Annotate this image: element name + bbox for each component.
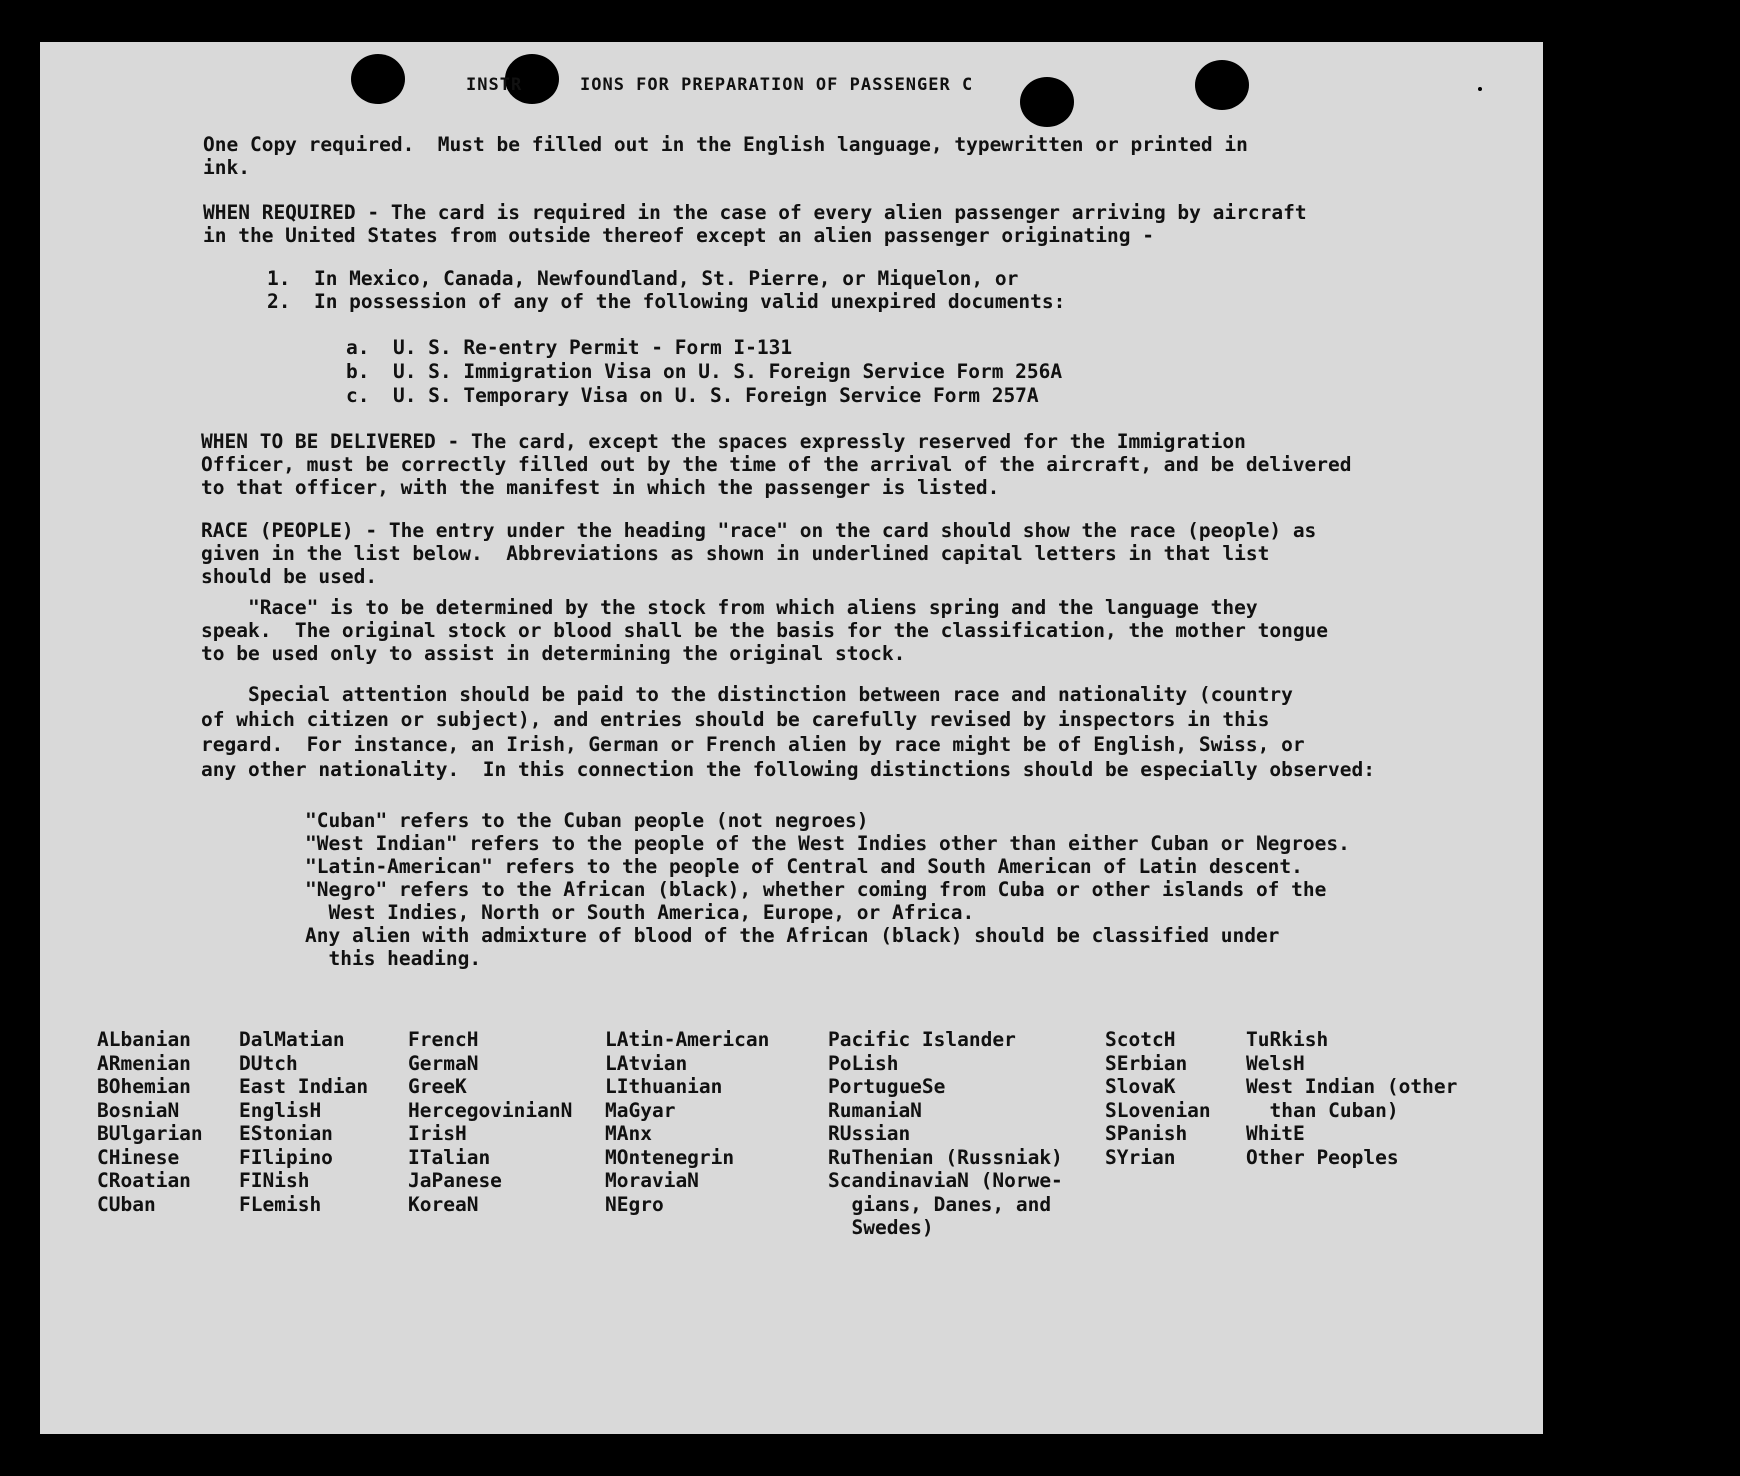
race-entry: LIthuanian	[605, 1075, 723, 1098]
race-entry: ALbanian	[97, 1028, 191, 1051]
race-entry: DalMatian	[239, 1028, 345, 1051]
race-column-2	[239, 1028, 368, 1216]
race-entry: than Cuban)	[1246, 1098, 1399, 1122]
paper-speck	[1478, 87, 1482, 91]
race-entry: HercegovinianN	[408, 1098, 573, 1122]
race-entry: KoreaN	[408, 1192, 479, 1216]
race-column-7	[1246, 1028, 1457, 1169]
race-entry: TuRkish	[1246, 1028, 1329, 1051]
race-entry: MAnx	[605, 1122, 652, 1145]
race-entry: FrencH	[408, 1028, 479, 1051]
page-title-left: INSTR	[466, 75, 523, 95]
race-entry: WhitE	[1246, 1122, 1305, 1145]
when-delivered-paragraph: WHEN TO BE DELIVERED - The card, except the spaces expressly reserved for the Immigration Officer, must be correctly filled out by the time of the arrival of the aircraft, and be delivered to that officer, with the manifest in which the passenger is listed.	[201, 430, 1352, 499]
race-entry: PortugueSe	[828, 1075, 946, 1098]
document-page	[40, 42, 1543, 1434]
race-entry: BOhemian	[97, 1075, 191, 1098]
race-entry: MoraviaN	[605, 1169, 699, 1192]
when-required-paragraph: WHEN REQUIRED - The card is required in the case of every alien passenger arriving by aircraft in the United States from outside thereof except an alien passenger originating -	[203, 201, 1307, 247]
race-entry: CHinese	[97, 1145, 180, 1169]
intro-paragraph: One Copy required. Must be filled out in the English language, typewritten or printed in ink.	[203, 133, 1248, 179]
race-entry: RuThenian (Russniak)	[828, 1145, 1063, 1169]
special-attention-paragraph: Special attention should be paid to the distinction between race and nationality (country of which citizen or subject), and entries should be carefully revised by inspectors in this regard. For instance, an Irish, German or French alien by race might be of English, Swiss, or any other nationality. In this connection the following distinctions should be especially observed:	[201, 683, 1375, 781]
race-entry: NEgro	[605, 1192, 664, 1216]
race-column-1	[97, 1028, 203, 1216]
punch-hole	[1020, 77, 1074, 127]
race-entry: GermaN	[408, 1051, 479, 1075]
race-people-paragraph: RACE (PEOPLE) - The entry under the heading "race" on the card should show the race (people) as given in the list below. Abbreviations as shown in underlined capital letters in that list should be used.	[201, 519, 1317, 588]
race-entry: EStonian	[239, 1122, 333, 1145]
race-entry: East Indian	[239, 1075, 369, 1098]
race-entry: MaGyar	[605, 1098, 676, 1122]
race-entry: JaPanese	[408, 1169, 502, 1192]
race-entry: Other Peoples	[1246, 1145, 1399, 1169]
race-entry: BosniaN	[97, 1098, 180, 1122]
race-entry: ScandinaviaN (Norwe-	[828, 1169, 1063, 1192]
punch-hole	[1195, 60, 1249, 110]
race-entry: EnglisH	[239, 1098, 322, 1122]
race-entry: LAtvian	[605, 1051, 688, 1075]
documents-list: a. U. S. Re-entry Permit - Form I-131 b. U. S. Immigration Visa on U. S. Foreign Service Form 256A c. U. S. Temporary Visa on U. S. Foreign Service Form 257A	[346, 336, 1063, 407]
race-entry: CRoatian	[97, 1169, 191, 1192]
race-entry: SYrian	[1105, 1145, 1176, 1169]
race-entry: ITalian	[408, 1145, 491, 1169]
race-entry: GreeK	[408, 1075, 467, 1098]
race-entry: PoLish	[828, 1051, 899, 1075]
race-entry: RumaniaN	[828, 1098, 922, 1122]
race-entry: RUssian	[828, 1122, 911, 1145]
race-entry: FIlipino	[239, 1145, 333, 1169]
race-determined-paragraph: "Race" is to be determined by the stock from which aliens spring and the language they speak. The original stock or blood shall be the basis for the classification, the mother tongue to be used only to assist in determining the original stock.	[201, 596, 1329, 665]
race-entry: SlovaK	[1105, 1075, 1176, 1098]
race-entry: FLemish	[239, 1192, 322, 1216]
distinctions-list: "Cuban" refers to the Cuban people (not negroes) "West Indian" refers to the people of the West Indies other than either Cuban or Negroes. "Latin-American" refers to the people of Central and South American of Latin descent. "Negro" refers to the African (black), whether coming from Cuba or other islands of the West Indies, North or South America, Europe, or Africa. Any alien with admixture of blood of the African (black) should be classified under this heading.	[305, 809, 1350, 970]
race-entry: Pacific Islander	[828, 1028, 1016, 1051]
race-entry: CUban	[97, 1192, 156, 1216]
race-entry: LAtin-American	[605, 1028, 770, 1051]
race-column-5	[828, 1028, 1063, 1240]
race-entry: SErbian	[1105, 1051, 1188, 1075]
race-entry: West Indian (other	[1246, 1075, 1458, 1098]
conditions-list: 1. In Mexico, Canada, Newfoundland, St. Pierre, or Miquelon, or 2. In possession of any of the following valid unexpired documents:	[267, 267, 1066, 313]
page-title-right: IONS FOR PREPARATION OF PASSENGER C	[580, 75, 974, 95]
race-entry: WelsH	[1246, 1051, 1305, 1075]
race-entry: ScotcH	[1105, 1028, 1176, 1051]
race-column-3	[408, 1028, 572, 1216]
punch-hole	[351, 54, 405, 104]
race-entry: FINish	[239, 1169, 310, 1192]
race-column-4	[605, 1028, 769, 1216]
race-entry: BUlgarian	[97, 1122, 203, 1145]
race-entry: MOntenegrin	[605, 1145, 735, 1169]
race-entry: SLovenian	[1105, 1098, 1211, 1122]
race-entry: SPanish	[1105, 1122, 1188, 1145]
race-entry: ARmenian	[97, 1051, 191, 1075]
race-column-6	[1105, 1028, 1211, 1169]
race-entry: Swedes)	[828, 1216, 934, 1239]
race-entry: IrisH	[408, 1122, 467, 1145]
race-entry: DUtch	[239, 1051, 298, 1075]
race-entry: gians, Danes, and	[828, 1192, 1052, 1216]
